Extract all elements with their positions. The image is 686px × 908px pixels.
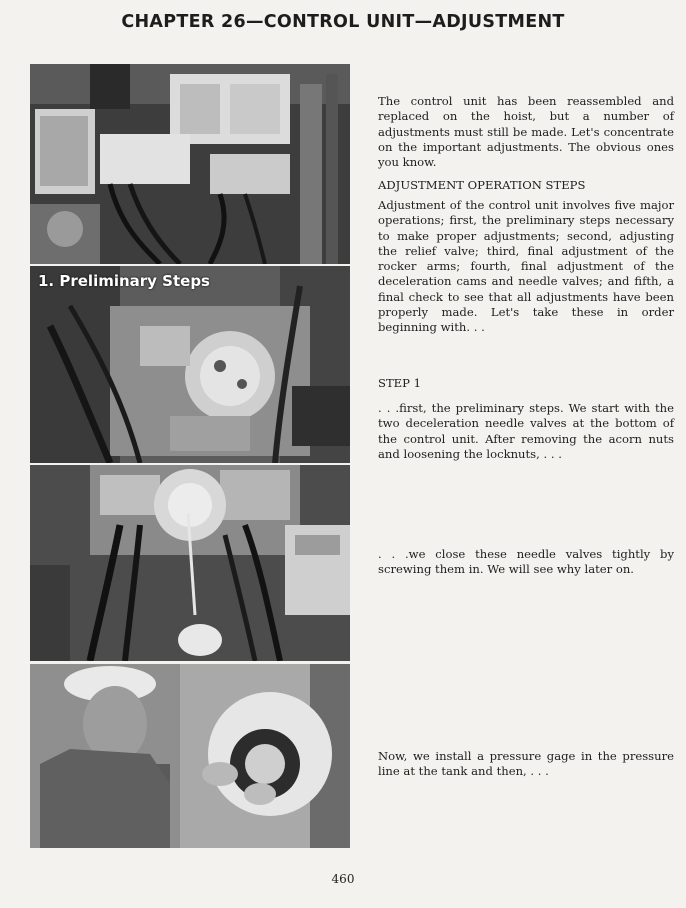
photo-preliminary-steps-illustration bbox=[30, 266, 350, 463]
close-valves-paragraph: . . .we close these needle valves tightly by screwing them in. We will see why later on. bbox=[378, 547, 674, 577]
step-1-paragraph: . . .first, the preliminary steps. We start with the two deceleration needle valves at the bottom of the control unit. After removing the acorn nuts and loosening the locknuts, . . . bbox=[378, 401, 674, 461]
intro-paragraph: The control unit has been reassembled and replaced on the hoist, but a number of adjustments must still be made. Let's concentrate on the important adjustments. The obvious ones you know. bbox=[378, 94, 674, 170]
photo-needle-valves-illustration bbox=[30, 465, 350, 661]
operation-steps-paragraph: Adjustment of the control unit involves five major operations; first, the preliminary steps necessary to make proper adjustments; second, adjusting the relief valve; third, final adjustment of the rocker arms; fourth, final adjustment of the deceleration cams and needle valves; and fifth, a final check to see that all adjustments have been properly made. Let's take these in order beginning with. . . bbox=[378, 198, 674, 335]
photo-caption: 1. Preliminary Steps bbox=[38, 272, 210, 290]
page-number: 460 bbox=[331, 872, 355, 886]
page-title: CHAPTER 26—CONTROL UNIT—ADJUSTMENT bbox=[121, 12, 565, 32]
install-gage-paragraph: Now, we install a pressure gage in the pressure line at the tank and then, . . . bbox=[378, 749, 674, 779]
photo-control-unit-illustration bbox=[30, 64, 350, 264]
section-heading-step-1: STEP 1 bbox=[378, 376, 422, 390]
section-heading-operation-steps: ADJUSTMENT OPERATION STEPS bbox=[378, 178, 586, 192]
photo-control-unit bbox=[30, 64, 350, 264]
photo-preliminary-steps bbox=[30, 266, 350, 463]
photo-needle-valves bbox=[30, 465, 350, 661]
photo-technician-illustration bbox=[30, 664, 350, 848]
photo-technician bbox=[30, 664, 350, 848]
